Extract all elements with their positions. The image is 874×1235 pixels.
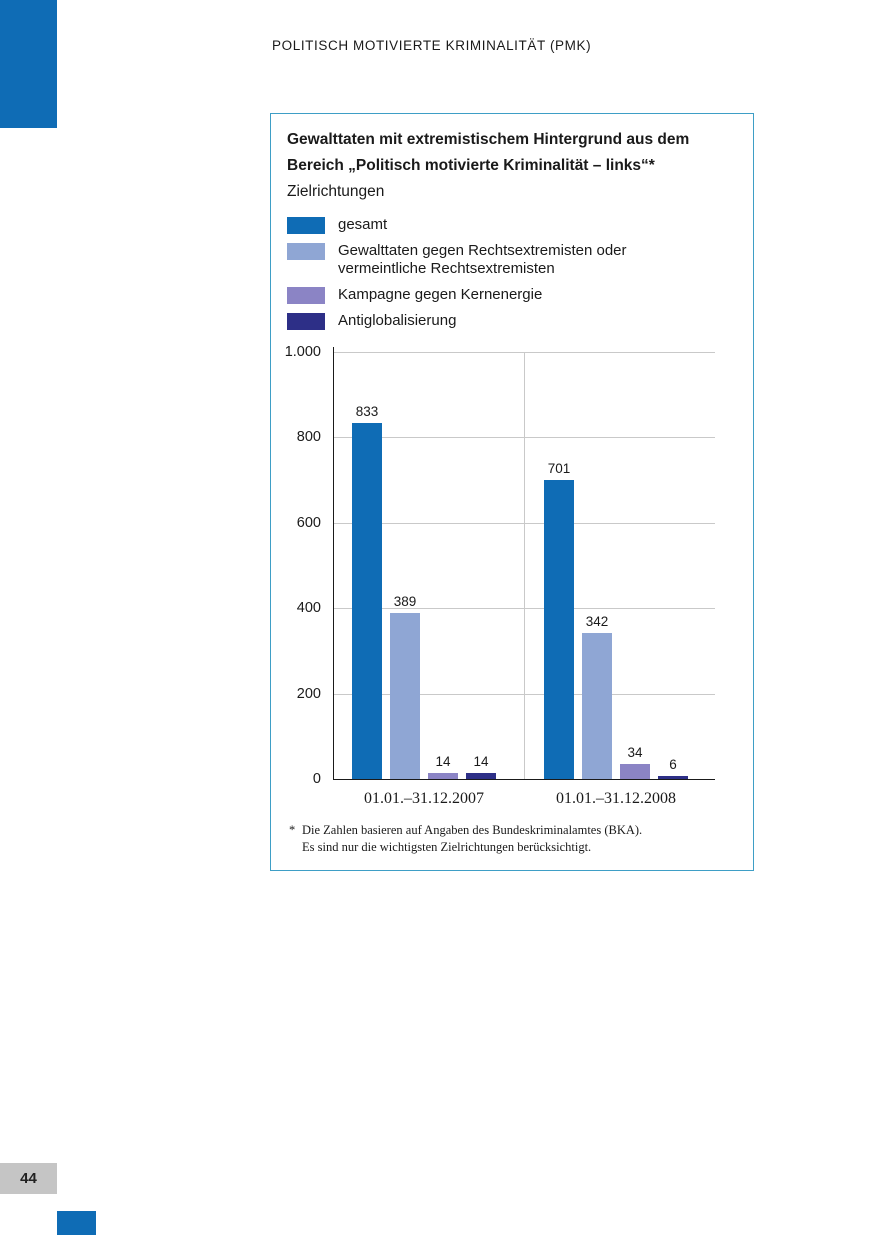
legend-row-gesamt bbox=[287, 216, 737, 234]
bar-group-2 bbox=[544, 461, 688, 779]
chart-title-line2: Bereich „Politisch motivierte Kriminalität – links“* bbox=[287, 157, 655, 174]
x-axis-label: 01.01.–31.12.2007 bbox=[364, 790, 484, 807]
bar bbox=[390, 594, 420, 779]
bar-value-label: 6 bbox=[669, 757, 677, 772]
running-header: POLITISCH MOTIVIERTE KRIMINALITÄT (PMK) bbox=[272, 38, 592, 53]
bottom-left-accent-block bbox=[57, 1211, 96, 1235]
legend-row-antiglobalisierung bbox=[287, 312, 737, 330]
legend-swatch-kernenergie bbox=[287, 287, 325, 304]
bar bbox=[352, 404, 382, 779]
chart-subtitle: Zielrichtungen bbox=[287, 183, 385, 200]
y-gridline bbox=[333, 352, 715, 353]
legend-swatch-gesamt bbox=[287, 217, 325, 234]
page-number: 44 bbox=[0, 1163, 57, 1194]
y-tick-label: 400 bbox=[296, 600, 321, 616]
bar-value-label: 833 bbox=[355, 404, 379, 419]
chart-legend bbox=[287, 216, 737, 330]
y-tick-label: 0 bbox=[312, 771, 321, 787]
y-tick-label: 200 bbox=[296, 686, 321, 702]
legend-label: Kampagne gegen Kernenergie bbox=[338, 286, 543, 303]
footnote-line2: Es sind nur die wichtigsten Zielrichtungen berücksichtigt. bbox=[302, 840, 592, 854]
bar-value-label: 701 bbox=[547, 461, 571, 476]
bar-group-1 bbox=[352, 404, 496, 779]
bar-value-label: 389 bbox=[393, 594, 417, 609]
footnote-line1: Die Zahlen basieren auf Angaben des Bundeskriminalamtes (BKA). bbox=[302, 823, 643, 837]
chart-title-line1: Gewalttaten mit extremistischem Hintergrund aus dem bbox=[287, 131, 690, 148]
legend-swatch-antiglobalisierung bbox=[287, 313, 325, 330]
bar bbox=[582, 614, 612, 779]
legend-row-rechtsextremisten bbox=[287, 242, 737, 278]
bar-value-label: 14 bbox=[435, 754, 451, 769]
footnote-asterisk: * bbox=[289, 823, 296, 837]
top-left-accent-block bbox=[0, 0, 57, 128]
bar bbox=[620, 745, 650, 779]
bar bbox=[544, 461, 574, 779]
legend-label: Gewalttaten gegen Rechtsextremisten oder vermeintliche Rechtsextremisten bbox=[338, 242, 627, 277]
chart-footnote bbox=[289, 822, 642, 856]
footnote-text bbox=[302, 822, 642, 856]
bar-value-label: 14 bbox=[473, 754, 489, 769]
y-tick-label: 800 bbox=[296, 429, 321, 445]
x-axis-baseline bbox=[333, 779, 715, 780]
plot-area bbox=[284, 344, 715, 807]
chart-panel bbox=[270, 113, 754, 871]
x-axis-label: 01.01.–31.12.2008 bbox=[556, 790, 676, 807]
legend-label: gesamt bbox=[338, 216, 388, 233]
y-tick-label: 1.000 bbox=[284, 344, 321, 360]
legend-swatch-rechtsextremisten bbox=[287, 243, 325, 260]
bar-value-label: 342 bbox=[585, 614, 609, 629]
chart-title bbox=[287, 127, 737, 179]
y-tick-label: 600 bbox=[296, 515, 321, 531]
bar-value-label: 34 bbox=[627, 745, 643, 760]
legend-label: Antiglobalisierung bbox=[338, 312, 457, 329]
legend-row-kernenergie bbox=[287, 286, 737, 304]
y-axis-line bbox=[333, 347, 334, 779]
group-divider-gridline bbox=[524, 352, 525, 779]
